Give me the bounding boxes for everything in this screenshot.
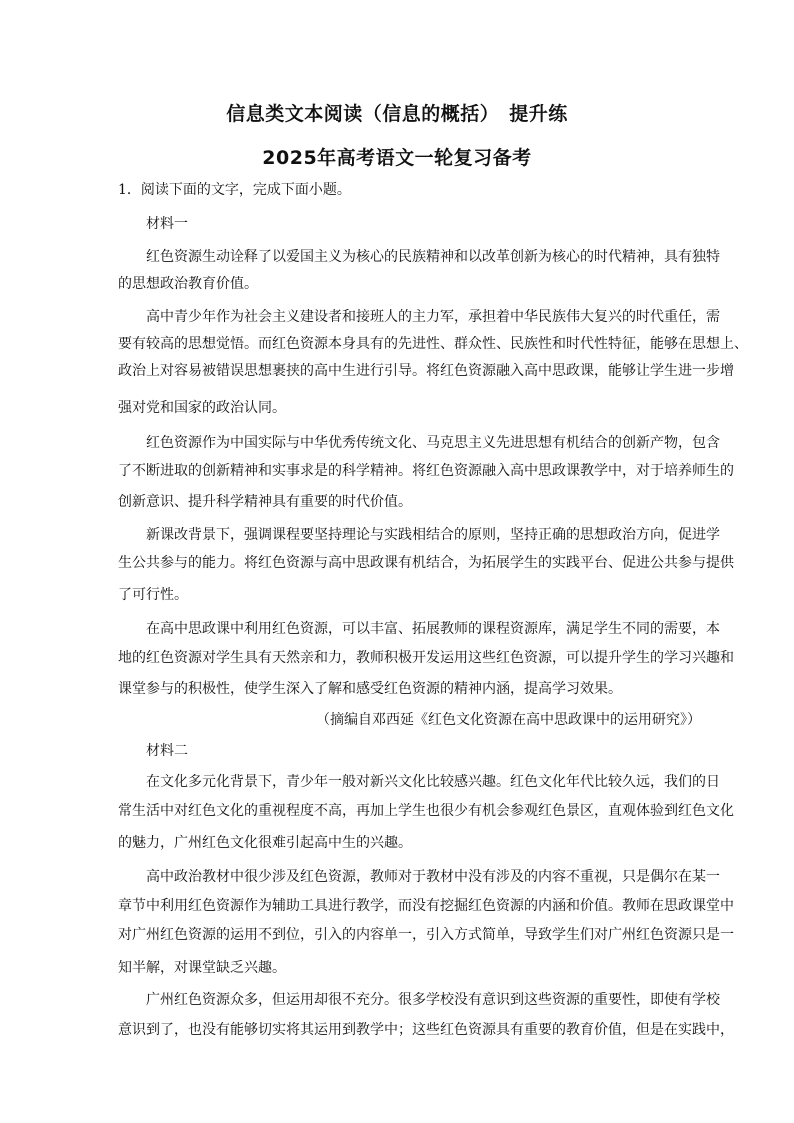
text-line: 章节中利用红色资源作为辅助工具进行教学，而没有挖掘红色资源的内涵和价值。教师在思政课堂中 <box>118 898 734 914</box>
material-heading: 材料二 <box>146 743 188 759</box>
text-line: 新课改背景下，强调课程要坚持理论与实践相结合的原则，坚持正确的思想政治方向，促进学 <box>146 527 720 543</box>
text-line: 要有较高的思想觉悟。而红色资源本身具有的先进性、群众性、民族性和时代性特征，能够在思想上、 <box>118 336 748 352</box>
text-line: 红色资源生动诠释了以爱国主义为核心的民族精神和以改革创新为核心的时代精神，具有独特 <box>146 249 720 265</box>
text-line: 在高中思政课中利用红色资源，可以丰富、拓展教师的课程资源库，满足学生不同的需要，本 <box>146 621 720 637</box>
question-intro: 1．阅读下面的文字，完成下面小题。 <box>118 182 351 198</box>
text-line: 知半解，对课堂缺乏兴趣。 <box>118 960 286 976</box>
text-line: 的思想政治教育价值。 <box>118 276 258 292</box>
material-heading: 材料一 <box>146 216 188 232</box>
text-line: 课堂参与的积极性，使学生深入了解和感受红色资源的精神内涵，提高学习效果。 <box>118 681 622 697</box>
text-line: 强对党和国家的政治认同。 <box>118 400 286 416</box>
document-title: 信息类文本阅读（信息的概括） 提升练 <box>226 103 568 125</box>
text-line: 广州红色资源众多，但运用却很不充分。很多学校没有意识到这些资源的重要性，即使有学校 <box>146 992 720 1008</box>
document-subtitle: 2025年高考语文一轮复习备考 <box>262 147 532 169</box>
text-line: 政治上对容易被错误思想裹挟的高中生进行引导。将红色资源融入高中思政课，能够让学生进一步增 <box>118 363 734 379</box>
text-line: 在文化多元化背景下，青少年一般对新兴文化比较感兴趣。红色文化年代比较久远，我们的日 <box>146 774 720 790</box>
text-line: 地的红色资源对学生具有天然亲和力，教师积极开发运用这些红色资源，可以提升学生的学习兴趣和 <box>118 650 734 666</box>
text-line: 红色资源作为中国实际与中华优秀传统文化、马克思主义先进思想有机结合的创新产物，包含 <box>146 435 720 451</box>
text-line: 了可行性。 <box>118 587 188 603</box>
text-line: 高中青少年作为社会主义建设者和接班人的主力军，承担着中华民族伟大复兴的时代重任，需 <box>146 309 720 325</box>
text-line: 的魅力，广州红色文化很难引起高中生的兴趣。 <box>118 835 412 851</box>
text-line: 意识到了，也没有能够切实将其运用到教学中；这些红色资源具有重要的教育价值，但是在实践中， <box>118 1022 734 1038</box>
text-line: 生公共参与的能力。将红色资源与高中思政课有机结合，为拓展学生的实践平台、促进公共参与提供 <box>118 555 734 571</box>
text-line: 对广州红色资源的运用不到位，引入的内容单一，引入方式简单，导致学生们对广州红色资源只是一 <box>118 927 734 943</box>
source-citation: （摘编自邓西延《红色文化资源在高中思政课中的运用研究》） <box>316 712 701 728</box>
text-line: 创新意识、提升科学精神具有重要的时代价值。 <box>118 494 412 510</box>
text-line: 常生活中对红色文化的重视程度不高，再加上学生也很少有机会参观红色景区，直观体验到红色文化 <box>118 803 734 819</box>
text-line: 高中政治教材中很少涉及红色资源，教师对于教材中没有涉及的内容不重视，只是偶尔在某一 <box>146 869 720 885</box>
text-line: 了不断进取的创新精神和实事求是的科学精神。将红色资源融入高中思政课教学中，对于培养师生的 <box>118 463 734 479</box>
